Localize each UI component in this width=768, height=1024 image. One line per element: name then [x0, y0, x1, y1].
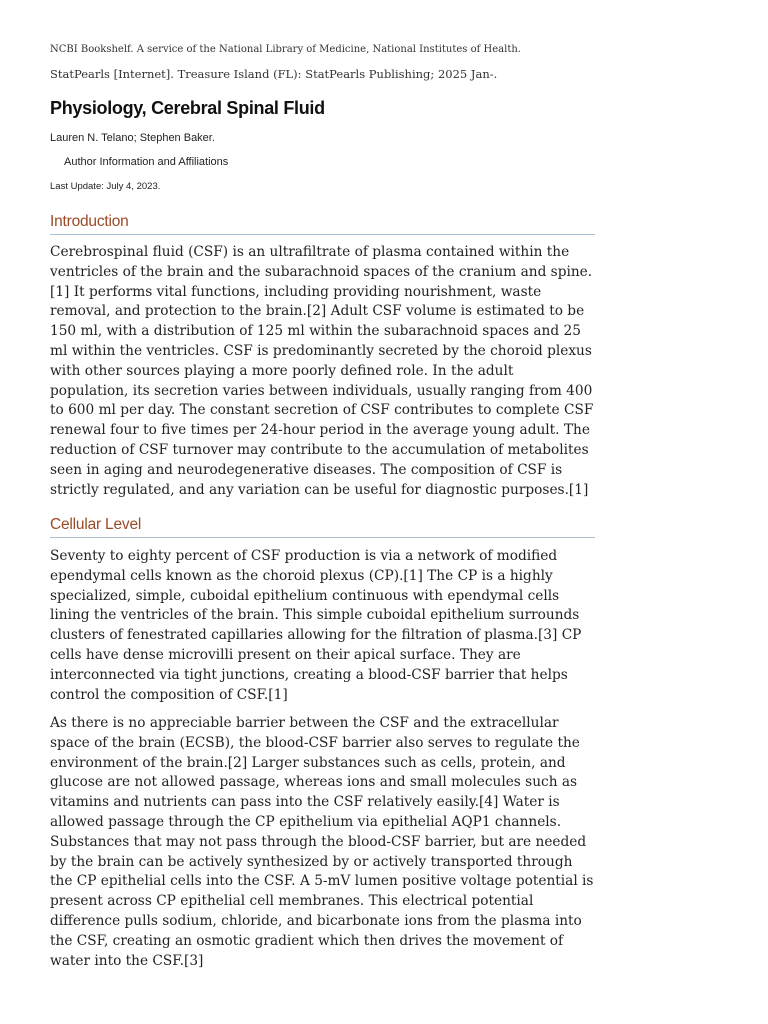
cellular-level-paragraph-2: As there is no appreciable barrier between the CSF and the extracellular space of the brain (ECSB), the blood-CSF barrier also serves to regulate the environment of the brain.[2] Larger substances such as cells, protein, and glucose are not allowed passage, whereas ions and small molecules such as vitamins and nutrients can pass into the CSF relatively easily.[4] Water is allowed passage through the CP epithelium via epithelial AQP1 channels. Substances that may not pass through the blood-CSF barrier, but are needed by the brain can be actively synthesized by or actively transported through the CP epithelial cells into the CSF. A 5-mV lumen positive voltage potential is present across CP epithelial cell membranes. This electrical potential difference pulls sodium, chloride, and bicarbonate ions from the plasma into the CSF, creating an osmotic gradient which then drives the movement of water into the CSF.[3] [50, 715, 594, 969]
citation: StatPearls [Internet]. Treasure Island (FL): StatPearls Publishing; 2025 Jan-. [50, 67, 498, 81]
ncbi-notice: NCBI Bookshelf. A service of the National Library of Medicine, National Institutes of Health. [50, 44, 521, 55]
section-heading-introduction: Introduction [50, 213, 595, 235]
authors: Lauren N. Telano; Stephen Baker. [50, 132, 215, 144]
section-heading-cellular-level: Cellular Level [50, 516, 595, 538]
introduction-paragraph: Cerebrospinal fluid (CSF) is an ultrafiltrate of plasma contained within the ventricles of the brain and the subarachnoid spaces of the cranium and spine.[1] It performs vital functions, including providing nourishment, waste removal, and protection to the brain.[2] Adult CSF volume is estimated to be 150 ml, with a distribution of 125 ml within the subarachnoid spaces and 25 ml within the ventricles. CSF is predominantly secreted by the choroid plexus with other sources playing a more poorly defined role. In the adult population, its secretion varies between individuals, usually ranging from 400 to 600 ml per day. The constant secretion of CSF contributes to complete CSF renewal four to five times per 24-hour period in the average young adult. The reduction of CSF turnover may contribute to the accumulation of metabolites seen in aging and neurodegenerative diseases. The composition of CSF is strictly regulated, and any variation can be useful for diagnostic purposes.[1] [50, 244, 594, 498]
page-title: Physiology, Cerebral Spinal Fluid [50, 98, 325, 118]
cellular-level-paragraph-1: Seventy to eighty percent of CSF production is via a network of modified ependymal cells known as the choroid plexus (CP).[1] The CP is a highly specialized, simple, cuboidal epithelium continuous with ependymal cells lining the ventricles of the brain. This simple cuboidal epithelium surrounds clusters of fenestrated capillaries allowing for the filtration of plasma.[3] CP cells have dense microvilli present on their apical surface. They are interconnected via tight junctions, creating a blood-CSF barrier that helps control the composition of CSF.[1] [50, 548, 582, 703]
last-update: Last Update: July 4, 2023. [50, 181, 161, 192]
author-affiliations-link[interactable]: Author Information and Affiliations [64, 156, 229, 168]
